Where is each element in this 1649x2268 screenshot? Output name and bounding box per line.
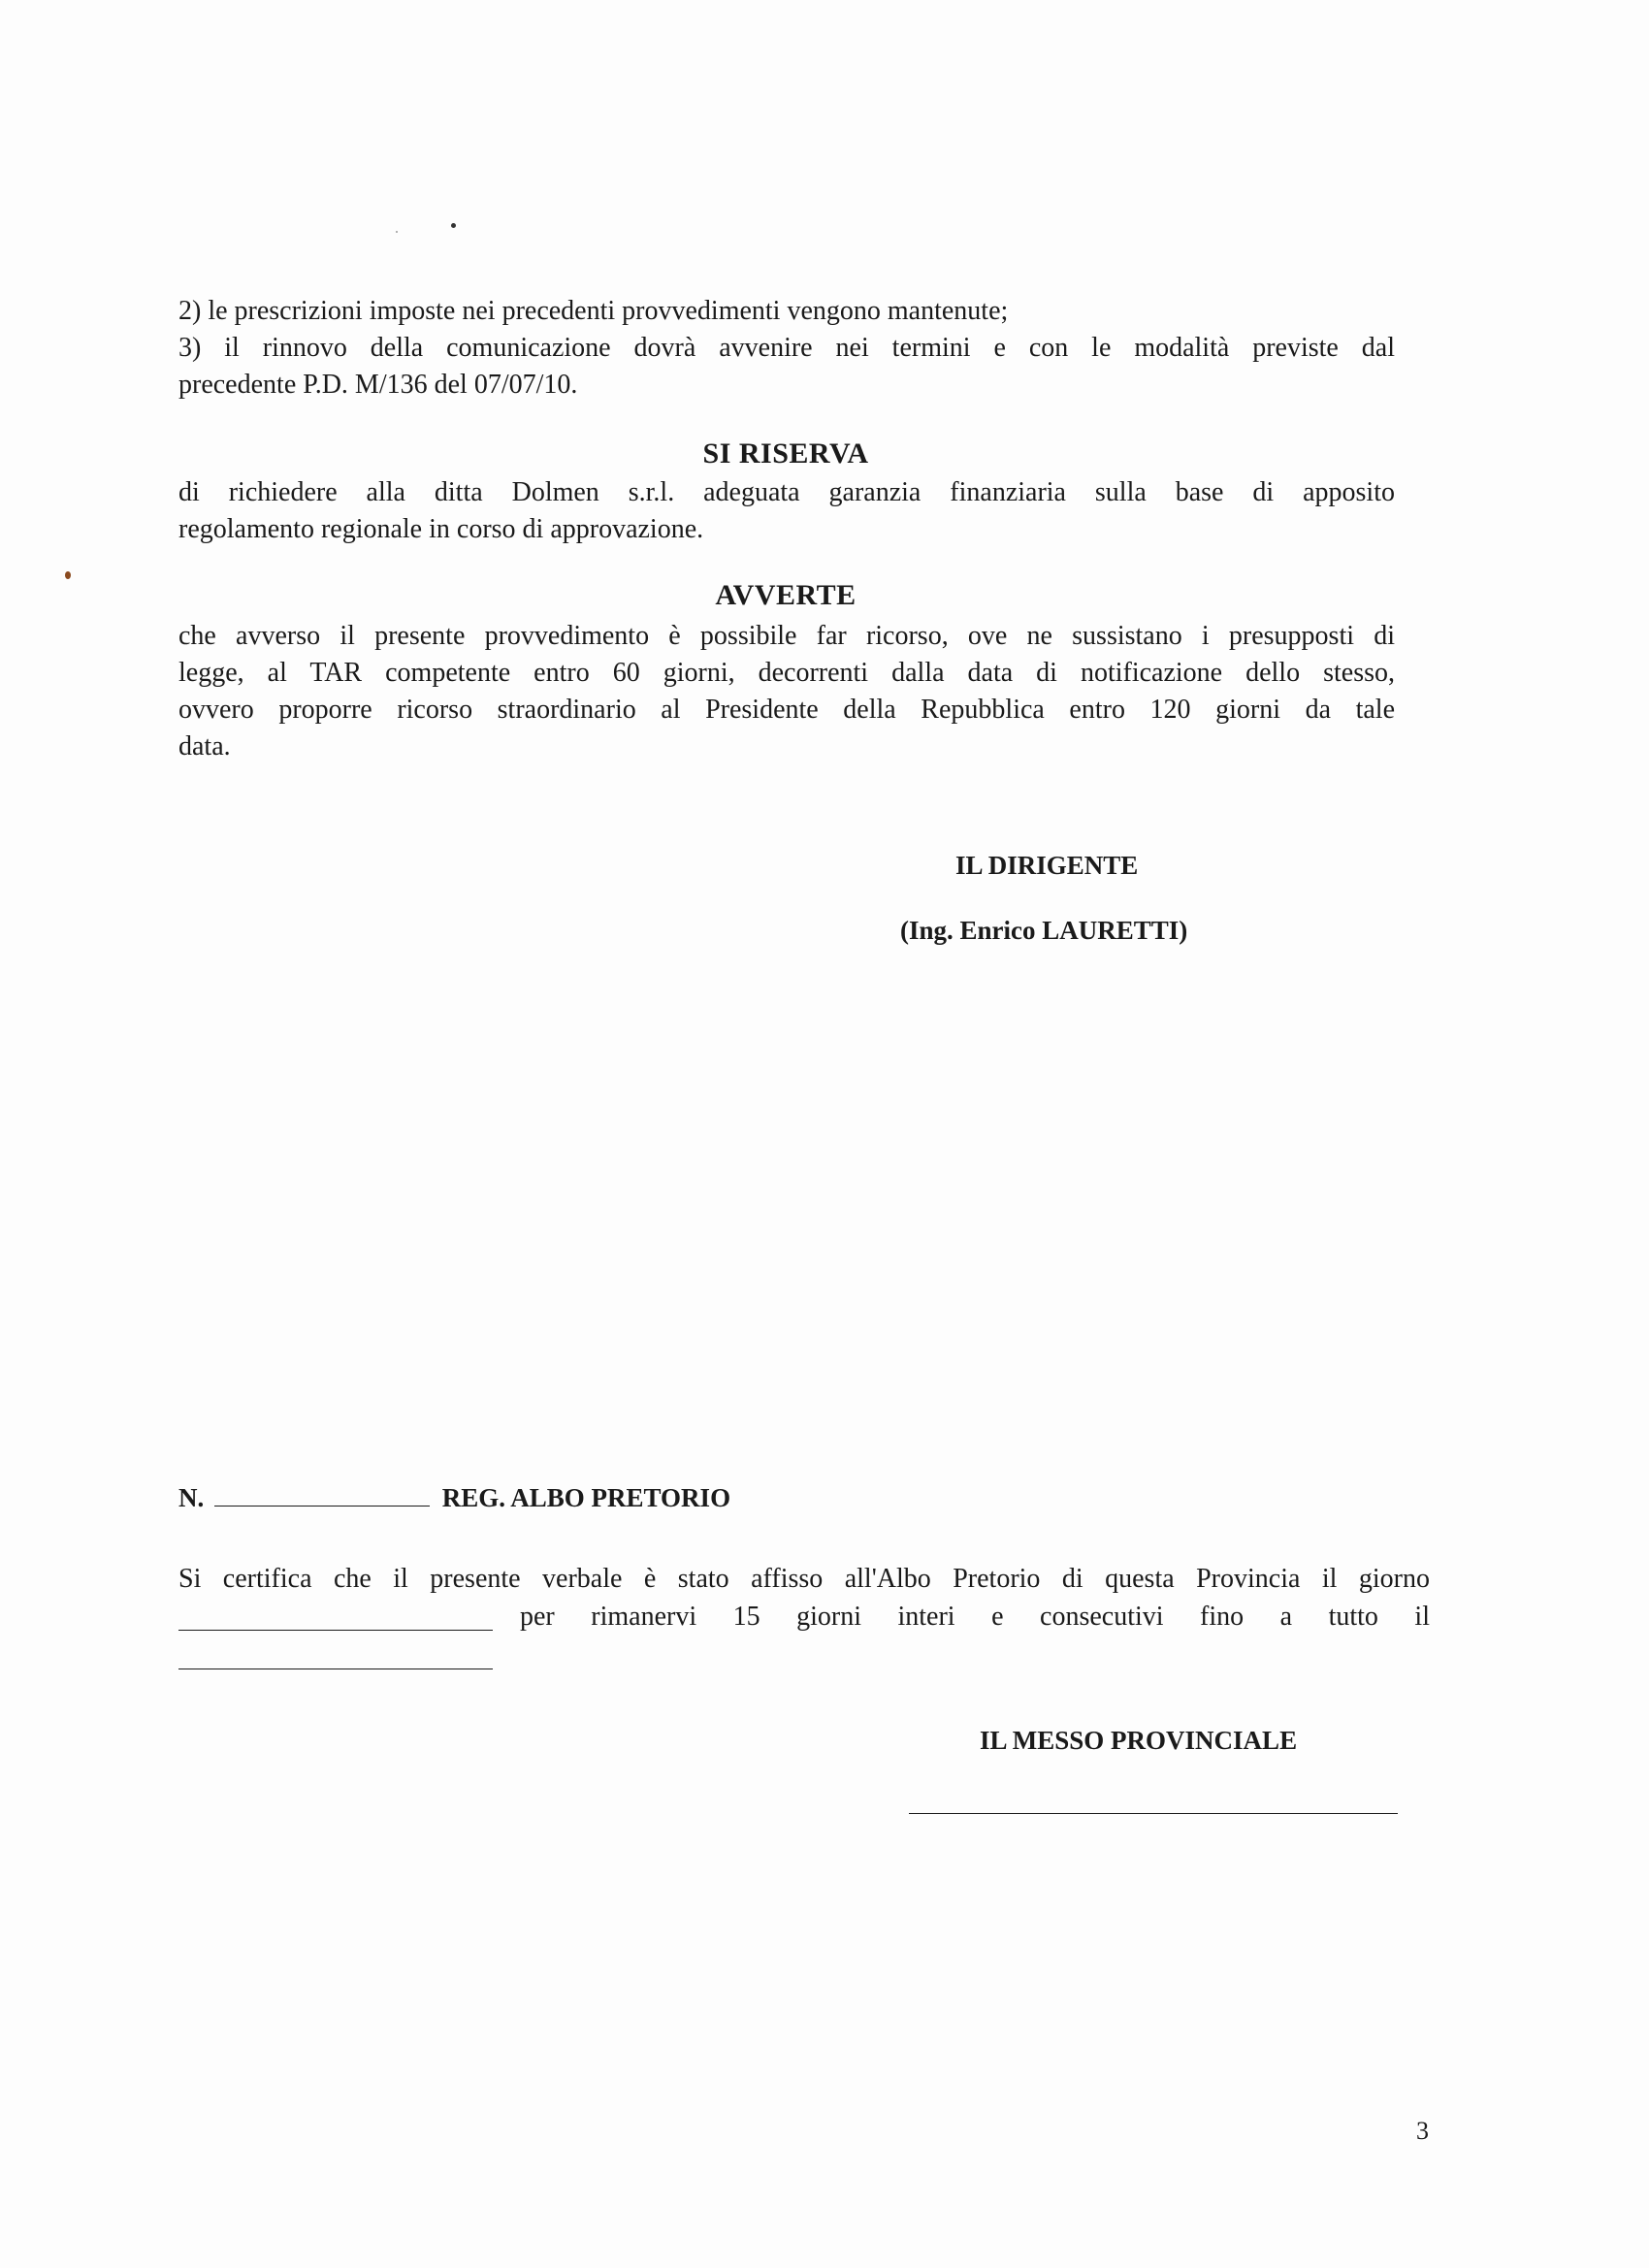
scan-speck	[65, 571, 71, 579]
albo-registry-label: REG. ALBO PRETORIO	[441, 1483, 731, 1512]
messo-signature-line	[909, 1813, 1398, 1814]
signature-title: IL DIRIGENTE	[955, 851, 1139, 880]
avverte-heading: AVVERTE	[715, 579, 857, 611]
avverte-line3: ovvero proporre ricorso straordinario al Presidente della Repubblica entro 120 giorni da tale	[178, 695, 1395, 725]
albo-number-prefix: N.	[178, 1483, 205, 1512]
condition-item-2: 2) le prescrizioni imposte nei precedenti provvedimenti vengono mantenute;	[178, 296, 1009, 326]
condition-item-3-line2: precedente P.D. M/136 del 07/07/10.	[178, 370, 578, 400]
messo-title: IL MESSO PROVINCIALE	[980, 1726, 1298, 1755]
avverte-line2: legge, al TAR competente entro 60 giorni, decorrenti dalla data di notificazione dello stesso,	[178, 658, 1395, 688]
avverte-line1: che avverso il presente provvedimento è possibile far ricorso, ove ne sussistano i presupposti di	[178, 621, 1395, 651]
avverte-paragraph	[178, 618, 1395, 765]
certification-line1: Si certifica che il presente verbale è stato affisso all'Albo Pretorio di questa Provincia il giorno	[178, 1564, 1430, 1594]
conditions-list	[178, 293, 1395, 404]
date-from-blank	[178, 1630, 493, 1631]
certification-paragraph	[178, 1561, 1430, 1598]
page-number: 3	[1416, 2117, 1429, 2145]
certification-line2: per rimanervi 15 giorni interi e consecutivi fino a tutto il	[520, 1602, 1430, 1632]
avverte-line4: data.	[178, 731, 231, 761]
albo-number-blank	[214, 1480, 430, 1507]
si-riserva-line2: regolamento regionale in corso di approvazione.	[178, 514, 704, 544]
albo-registry-line	[178, 1480, 730, 1513]
si-riserva-paragraph	[178, 474, 1395, 548]
condition-item-3-line1: 3) il rinnovo della comunicazione dovrà avvenire nei termini e con le modalità previste dal	[178, 333, 1395, 363]
scan-speck	[396, 231, 398, 233]
si-riserva-line1: di richiedere alla ditta Dolmen s.r.l. adeguata garanzia finanziaria sulla base di apposito	[178, 477, 1395, 507]
si-riserva-heading: SI RISERVA	[702, 437, 869, 470]
scan-speck	[451, 223, 456, 228]
signature-name: (Ing. Enrico LAURETTI)	[900, 916, 1188, 945]
